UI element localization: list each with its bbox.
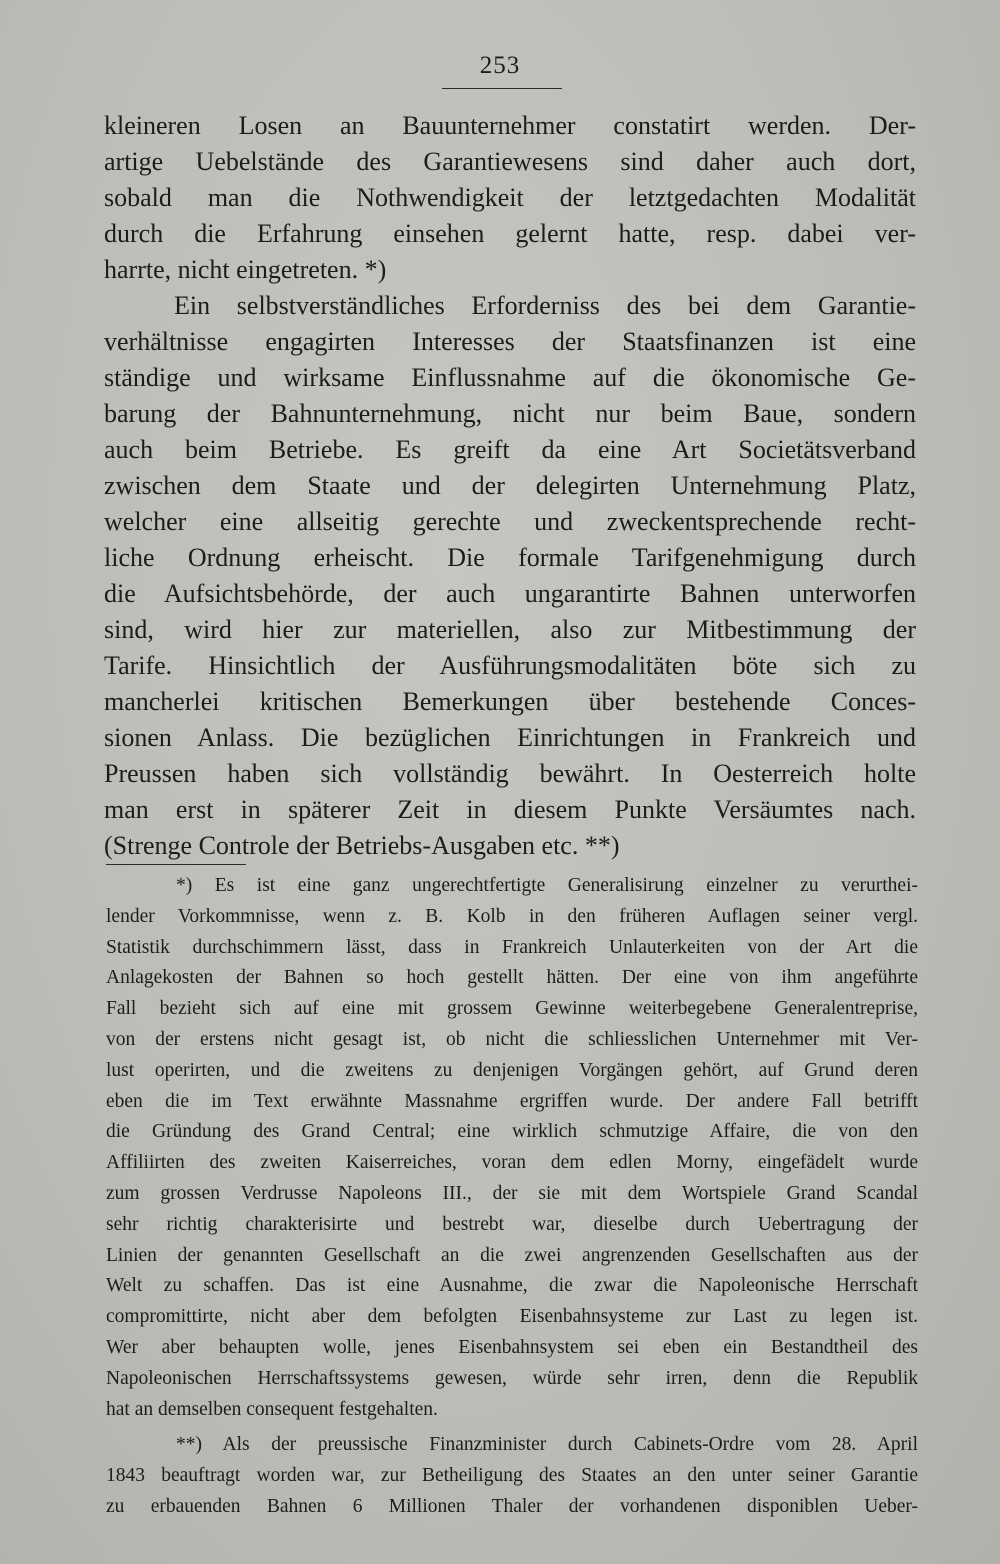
footnote-line: zum grossen Verdrusse Napoleons III., der sie mit dem Wortspiele Grand Scandal <box>106 1182 918 1204</box>
text-line: ständige und wirksame Einflussnahme auf die ökonomische Ge- <box>104 363 916 392</box>
page-number-rule <box>442 88 562 89</box>
text-line: kleineren Losen an Bauunternehmer constatirt werden. Der- <box>104 111 916 140</box>
footnote-line: zu erbauenden Bahnen 6 Millionen Thaler der vorhandenen disponiblen Ueber- <box>106 1495 918 1517</box>
page-number: 253 <box>479 52 521 79</box>
footnote-line: sehr richtig charakterisirte und bestrebt war, dieselbe durch Uebertragung der <box>106 1213 918 1235</box>
footnotes <box>106 871 918 1523</box>
footnote-line: von der erstens nicht gesagt ist, ob nicht die schliesslichen Unternehmer mit Ver- <box>106 1028 918 1050</box>
text-line: artige Uebelstände des Garantiewesens sind daher auch dort, <box>104 147 916 176</box>
text-line: durch die Erfahrung einsehen gelernt hatte, resp. dabei ver- <box>104 219 916 248</box>
text-line: die Aufsichtsbehörde, der auch ungarantirte Bahnen unterworfen <box>104 579 916 608</box>
text-line: Preussen haben sich vollständig bewährt. In Oesterreich holte <box>104 759 916 788</box>
footnote-line: die Gründung des Grand Central; eine wirklich schmutzige Affaire, die von den <box>106 1121 918 1143</box>
footnote-line: Anlagekosten der Bahnen so hoch gestellt hätten. Der eine von ihm angeführte <box>106 967 918 989</box>
text-line: mancherlei kritischen Bemerkungen über bestehende Conces- <box>104 687 916 716</box>
text-line: (Strenge Controle der Betriebs-Ausgaben etc. **) <box>104 831 620 860</box>
text-line: sind, wird hier zur materiellen, also zur Mitbestimmung der <box>104 615 916 644</box>
text-line: verhältnisse engagirten Interesses der Staatsfinanzen ist eine <box>104 327 916 356</box>
text-line: sionen Anlass. Die bezüglichen Einrichtungen in Frankreich und <box>104 723 916 752</box>
text-line: sobald man die Nothwendigkeit der letztgedachten Modalität <box>104 183 916 212</box>
text-line: man erst in späterer Zeit in diesem Punkte Versäumtes nach. <box>104 795 916 824</box>
text-line: barung der Bahnunternehmung, nicht nur beim Baue, sondern <box>104 399 916 428</box>
footnote-line: hat an demselben consequent festgehalten. <box>106 1398 438 1420</box>
footnote-line: compromittirte, nicht aber dem befolgten Eisenbahnsysteme zur Last zu legen ist. <box>106 1306 918 1328</box>
text-line: zwischen dem Staate und der delegirten Unternehmung Platz, <box>104 471 916 500</box>
footnote-line: Wer aber behaupten wolle, jenes Eisenbahnsystem sei eben ein Bestandtheil des <box>106 1336 918 1358</box>
text-line: welcher eine allseitig gerechte und zweckentsprechende recht- <box>104 507 916 536</box>
footnote-line: Affiliirten des zweiten Kaiserreiches, voran dem edlen Morny, eingefädelt wurde <box>106 1152 918 1174</box>
footnote-line: Statistik durchschimmern lässt, dass in Frankreich Unlauterkeiten von der Art die <box>106 936 918 958</box>
footnote-line: lender Vorkommnisse, wenn z. B. Kolb in den früheren Auflagen seiner vergl. <box>106 905 918 927</box>
footnote-line: Napoleonischen Herrschaftssystems gewesen, würde sehr irren, denn die Republik <box>106 1367 918 1389</box>
text-line: liche Ordnung erheischt. Die formale Tarifgenehmigung durch <box>104 543 916 572</box>
footnote-line: **) Als der preussische Finanzminister durch Cabinets-Ordre vom 28. April <box>176 1434 918 1456</box>
footnote-line: eben die im Text erwähnte Massnahme ergriffen wurde. Der andere Fall betrifft <box>106 1090 918 1112</box>
text-line: auch beim Betriebe. Es greift da eine Art Societätsverband <box>104 435 916 464</box>
footnote-line: Linien der genannten Gesellschaft an die zwei angrenzenden Gesellschaften aus der <box>106 1244 918 1266</box>
footnote-rule <box>106 864 246 865</box>
footnote-line: Welt zu schaffen. Das ist eine Ausnahme, die zwar die Napoleonische Herrschaft <box>106 1275 918 1297</box>
text-line: harrte, nicht eingetreten. *) <box>104 255 387 284</box>
main-text <box>104 108 916 864</box>
footnote-line: *) Es ist eine ganz ungerechtfertigte Generalisirung einzelner zu verurthei- <box>176 875 918 896</box>
text-line: Tarife. Hinsichtlich der Ausführungsmodalitäten böte sich zu <box>104 651 916 680</box>
footnote-line: 1843 beauftragt worden war, zur Betheiligung des Staates an den unter seiner Garantie <box>106 1465 918 1487</box>
footnote-line: lust operirten, und die zweitens zu denjenigen Vorgängen gehört, auf Grund deren <box>106 1059 918 1081</box>
text-line: Ein selbstverständliches Erforderniss des bei dem Garantie- <box>174 291 916 320</box>
footnote-line: Fall bezieht sich auf eine mit grossem Gewinne weiterbegebene Generalentreprise, <box>106 998 918 1020</box>
